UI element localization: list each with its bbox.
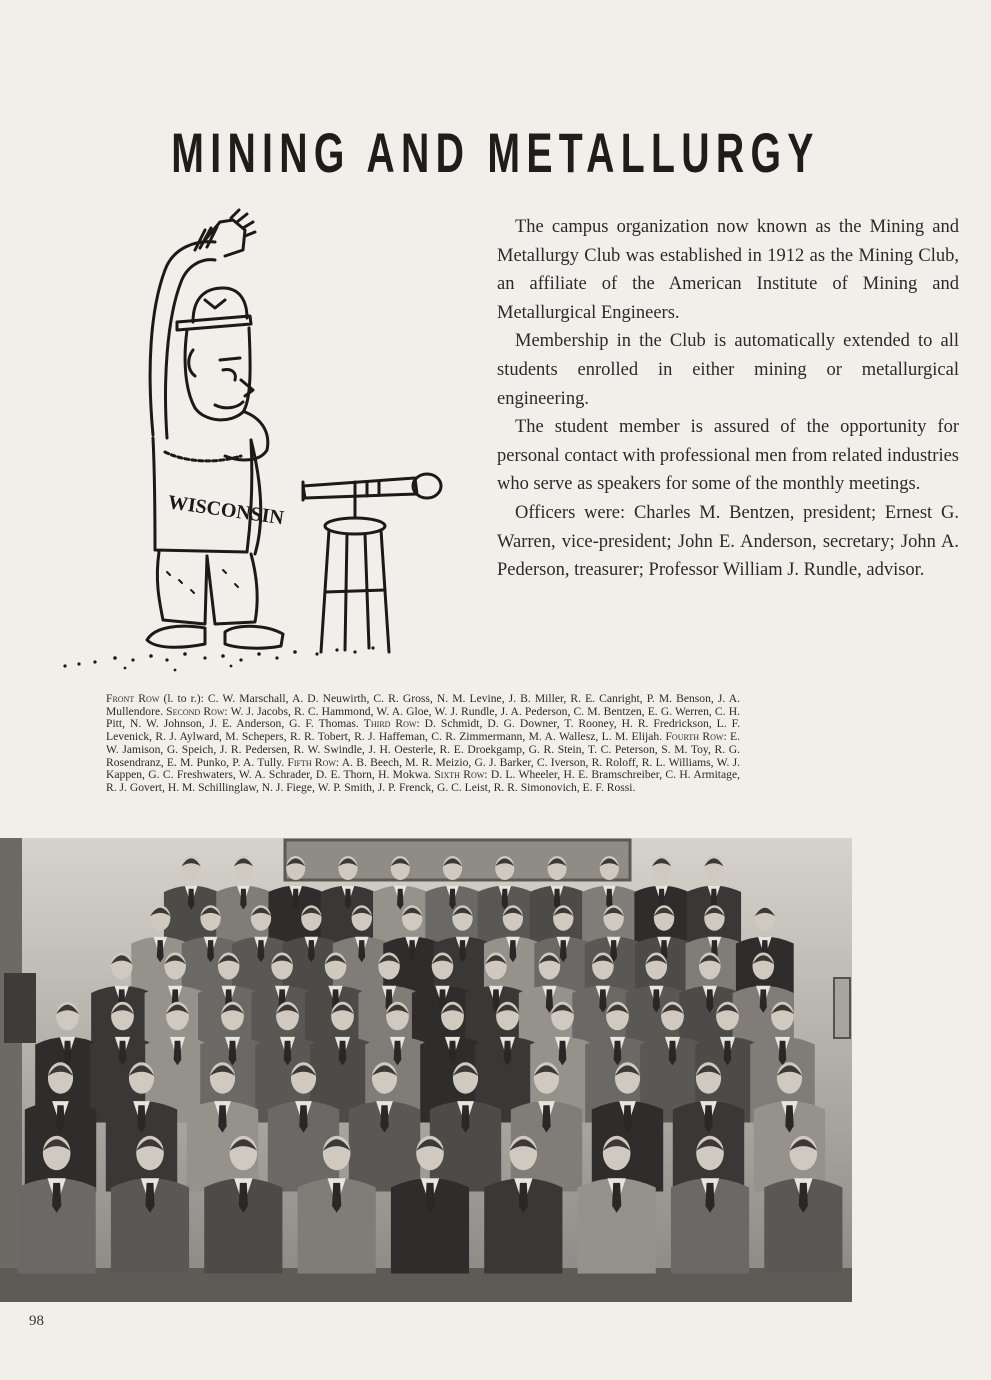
caption-row-label: Fourth Row [665, 730, 724, 744]
page-number: 98 [29, 1313, 44, 1329]
caption-row-label: Front Row [106, 692, 160, 705]
intro-paragraph: The student member is assured of the opportunity for personal contact with professional men from related industries who serve as speakers for some of the monthly meetings. [497, 417, 959, 495]
intro-paragraph: The campus organization now known as the Mining and Metallurgy Club was established in 1912 as the Mining Club, an affiliate of the American Institute of Mining and Metallurgical Engineers. [497, 217, 959, 323]
page-title: MINING AND METALLURGY [171, 121, 820, 184]
caption-row-names: A. B. Beech, M. R. Meizio, G. J. Barker, C. Iverson, R. Roloff, R. L. Williams, W. J. Kappen, G. C. Freshwaters, W. A. Schrader, D. E. Thorn, H. Mokwa. [106, 755, 740, 782]
caption-row-names: C. W. Marschall, A. D. Neuwirth, C. R. Gross, N. M. Levine, J. B. Miller, R. E. Canright, P. M. Benson, J. A. Mullendore. [106, 692, 740, 718]
caption-row-label: Sixth Row [434, 768, 485, 782]
caption-row-label: Fifth Row [287, 755, 336, 769]
student-with-telescope-cartoon-icon [55, 200, 475, 680]
caption-row-names: W. J. Jacobs, R. C. Hammond, W. A. Gloe, W. J. Rundle, J. A. Pederson, C. M. Bentzen, E. G. Werren, C. H. Pitt, N. W. Johnson, J. E. Anderson, G. F. Thomas. [106, 704, 740, 731]
group-photo-icon [0, 838, 852, 1302]
sweater-text: WISCONSIN [166, 491, 286, 530]
caption-row-label: Second Row [166, 704, 225, 718]
caption-row-names: D. Schmidt, D. G. Downer, T. Rooney, H. R. Fredrickson, L. F. Levenick, R. J. Aylward, M. Schepers, R. R. Tobert, R. J. Haffeman, C. R. Zimmermann, M. A. Wallesz, L. M. Elijah. [106, 717, 740, 744]
caption-row-label: Third Row [363, 717, 417, 731]
caption-row-names: D. L. Wheeler, H. E. Bramschreiber, C. H. Armitage, R. J. Govert, H. M. Schillinglaw, N. J. Fiege, W. P. Smith, J. P. Frenck, G. C. Leist, R. R. Simonovich, E. F. Rossi. [106, 768, 741, 794]
intro-paragraph: Membership in the Club is automatically extended to all students enrolled in either mining or metallurgical engineering. [497, 331, 959, 409]
caption-row-note: (l. to r.) [159, 692, 201, 705]
caption-row-names: E. W. Jamison, G. Speich, J. R. Pedersen, R. W. Swindle, J. H. Oesterle, R. E. Droekgamp, G. R. Stein, T. C. Peterson, S. M. Toy, R. G. Rosendranz, E. M. Punko, P. A. Tully. [106, 730, 741, 769]
intro-text [497, 213, 959, 585]
intro-paragraph: Officers were: Charles M. Bentzen, president; Ernest G. Warren, vice-president; John E. Anderson, secretary; John A. Pederson, treasurer; Professor William J. Rundle, advisor. [497, 502, 959, 581]
photo-caption: Front Row (l. to r.): C. W. Marschall, A. D. Neuwirth, C. R. Gross, N. M. Levine, J. B. Miller, R. E. Canright, P. M. Benson, J. A. Mullendore. Second Row: W. J. Jacobs, R. C. Hammond, W. A. Gloe, W. J. Rundle, J. A. Pederson, C. M. Bentzen, E. G. Werren, C. H. Pitt, N. W. Johnson, J. E. Anderson, G. F. Thomas. Third Row: D. Schmidt, D. G. Downer, T. Rooney, H. R. Fredrickson, L. F. Levenick, R. J. Aylward, M. Schepers, R. R. Tobert, R. J. Haffeman, C. R. Zimmermann, M. A. Wallesz, L. M. Elijah. Fourth Row: E. W. Jamison, G. Speich, J. R. Pedersen, R. W. Swindle, J. H. Oesterle, R. E. Droekgamp, G. R. Stein, T. C. Peterson, S. M. Toy, R. G. Rosendranz, E. M. Punko, P. A. Tully. Fifth Row: A. B. Beech, M. R. Meizio, G. J. Barker, C. Iverson, R. Roloff, R. L. Williams, W. J. Kappen, G. C. Freshwaters, W. A. Schrader, D. E. Thorn, H. Mokwa. Sixth Row: D. L. Wheeler, H. E. Bramschreiber, C. H. Armitage, R. J. Govert, H. M. Schillinglaw, N. J. Fiege, W. P. Smith, J. P. Frenck, G. C. Leist, R. R. Simonovich, E. F. Rossi. [106, 692, 741, 794]
group-photo [0, 838, 852, 1302]
